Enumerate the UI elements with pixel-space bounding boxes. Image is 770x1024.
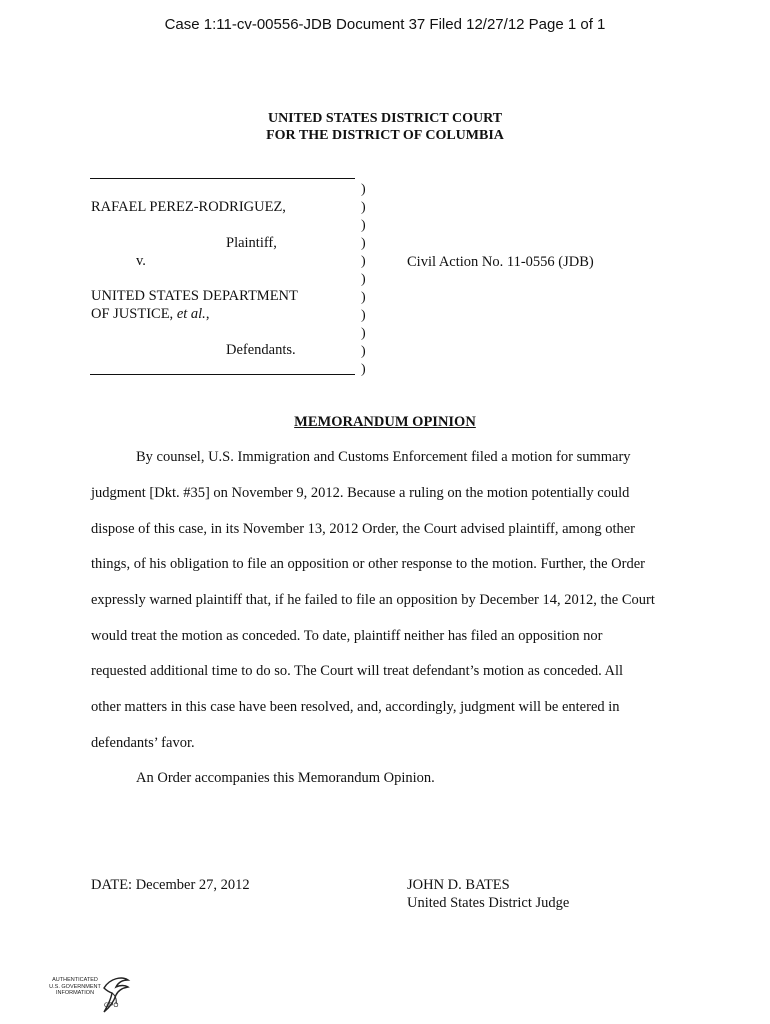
opinion-line: other matters in this case have been resolved, and, accordingly, judgment will be entered in: [91, 699, 620, 715]
opinion-date: DATE: December 27, 2012: [91, 877, 250, 893]
gpo-authentication-seal: [44, 974, 134, 1016]
opinion-line: By counsel, U.S. Immigration and Customs Enforcement filed a motion for summary: [136, 449, 631, 465]
caption-paren: ): [361, 308, 366, 323]
opinion-line: things, of his obligation to file an opposition or other response to the motion. Further, the Order: [91, 556, 645, 572]
caption-paren: ): [361, 236, 366, 251]
caption-paren: ): [361, 326, 366, 341]
caption-paren: ): [361, 254, 366, 269]
caption-paren: ): [361, 290, 366, 305]
caption-top-rule: [90, 178, 355, 179]
defendant-role: Defendants.: [226, 342, 296, 358]
plaintiff-role: Plaintiff,: [226, 235, 277, 251]
caption-paren: ): [361, 200, 366, 215]
gpo-mark: GPO: [104, 1002, 119, 1009]
case-header: Case 1:11-cv-00556-JDB Document 37 Filed 12/27/12 Page 1 of 1: [164, 16, 606, 33]
opinion-line: would treat the motion as conceded. To date, plaintiff neither has filed an opposition nor: [91, 628, 603, 644]
civil-action-number: Civil Action No. 11-0556 (JDB): [407, 254, 594, 270]
opinion-line: requested additional time to do so. The Court will treat defendant’s motion as conceded. All: [91, 663, 624, 679]
opinion-line: An Order accompanies this Memorandum Opinion.: [136, 770, 435, 786]
caption-paren: ): [361, 218, 366, 233]
versus: v.: [136, 253, 146, 269]
plaintiff-name: RAFAEL PEREZ-RODRIGUEZ,: [91, 199, 286, 215]
caption-paren: ): [361, 182, 366, 197]
caption-paren: ): [361, 272, 366, 287]
court-name-line-2: FOR THE DISTRICT OF COLUMBIA: [266, 128, 504, 143]
defendant-name-line-1: UNITED STATES DEPARTMENT: [91, 288, 298, 304]
judge-title: United States District Judge: [407, 895, 570, 911]
opinion-line: dispose of this case, in its November 13, 2012 Order, the Court advised plaintiff, among other: [91, 521, 636, 537]
opinion-line: defendants’ favor.: [91, 735, 195, 751]
opinion-title: MEMORANDUM OPINION: [294, 414, 476, 430]
caption-paren: ): [361, 344, 366, 359]
defendant-name-line-2: OF JUSTICE, et al.,: [91, 306, 210, 322]
caption-paren: ): [361, 362, 366, 377]
court-name-line-1: UNITED STATES DISTRICT COURT: [267, 111, 503, 126]
opinion-line: expressly warned plaintiff that, if he failed to file an opposition by December 14, 2012, the Court: [91, 592, 655, 608]
judge-name: JOHN D. BATES: [407, 877, 510, 893]
caption-bottom-rule: [90, 374, 355, 375]
opinion-line: judgment [Dkt. #35] on November 9, 2012. Because a ruling on the motion potentially could: [91, 485, 630, 501]
gpo-seal-text: AUTHENTICATED U.S. GOVERNMENT INFORMATION: [49, 977, 101, 996]
